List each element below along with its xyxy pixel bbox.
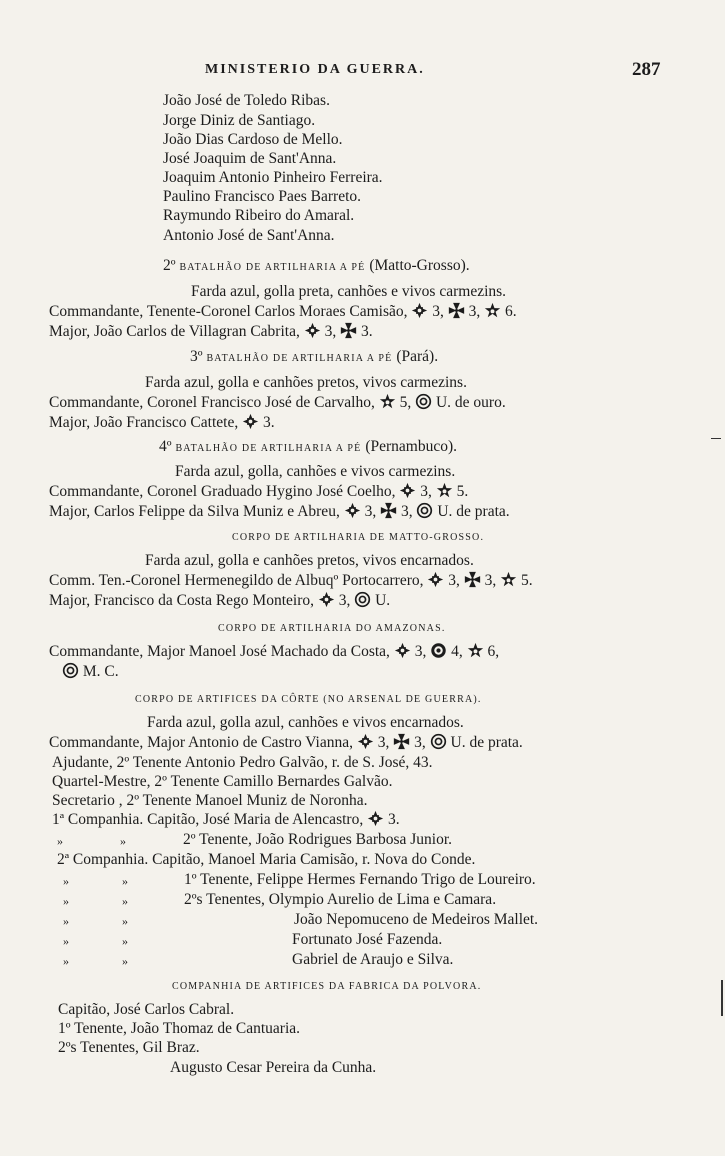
major-line: Major, Francisco da Costa Rego Monteiro, 3, U. bbox=[49, 592, 391, 609]
cross-icon bbox=[394, 642, 411, 659]
commander-line: Commandante, Tenente-Coronel Carlos Moraes Camisão, 3, 3, 6. bbox=[49, 303, 517, 320]
cross-icon bbox=[318, 591, 335, 608]
commander-line: Commandante, Major Manoel José Machado da Costa, 3, 4, 6, bbox=[49, 643, 500, 660]
ditto-mark: » bbox=[63, 874, 69, 888]
section-place: (Pará). bbox=[392, 348, 439, 365]
cross-icon bbox=[242, 413, 259, 430]
staff-line: 1º Tenente, Felippe Hermes Fernando Trigo de Loureiro. bbox=[184, 871, 536, 888]
star-icon bbox=[484, 302, 501, 319]
section-number: 4º bbox=[159, 438, 176, 455]
list-item: João Dias Cardoso de Mello. bbox=[163, 131, 343, 148]
ditto-mark: » bbox=[63, 954, 69, 968]
margin-mark bbox=[711, 438, 721, 439]
staff-line: 2º Tenente, João Rodrigues Barbosa Junior. bbox=[183, 831, 453, 848]
page-number: 287 bbox=[632, 59, 661, 80]
staff-line: Gabriel de Araujo e Silva. bbox=[292, 951, 454, 968]
cross-icon bbox=[344, 502, 361, 519]
staff-line: Fortunato José Fazenda. bbox=[292, 931, 443, 948]
ditto-mark: » bbox=[122, 894, 128, 908]
star-icon bbox=[379, 393, 396, 410]
medal-icon bbox=[62, 662, 79, 679]
maltese-cross-icon bbox=[380, 502, 397, 519]
section-number: 3º bbox=[190, 348, 207, 365]
section-title: BATALHÃO DE ARTILHARIA A PÉ bbox=[179, 262, 366, 273]
ditto-mark: » bbox=[122, 914, 128, 928]
list-item: Raymundo Ribeiro do Amaral. bbox=[163, 207, 355, 224]
uniform-description: Farda azul, golla preta, canhões e vivos carmezins. bbox=[191, 283, 507, 300]
maltese-cross-icon bbox=[393, 733, 410, 750]
section-title: CORPO DE ARTIFICES DA CÔRTE bbox=[135, 694, 320, 705]
medal-icon bbox=[354, 591, 371, 608]
star-icon bbox=[467, 642, 484, 659]
staff-line: 1ª Companhia. Capitão, José Maria de Alencastro, 3. bbox=[52, 811, 400, 828]
ditto-mark: » bbox=[63, 914, 69, 928]
margin-mark bbox=[721, 980, 723, 1016]
cross-icon bbox=[411, 302, 428, 319]
page-header-title: MINISTERIO DA GUERRA. bbox=[205, 62, 425, 77]
section-heading-3-batalhao bbox=[190, 347, 438, 369]
section-number: 2º bbox=[163, 257, 180, 274]
ditto-mark: » bbox=[63, 934, 69, 948]
section-title: BATALHÃO DE ARTILHARIA A PÉ bbox=[175, 443, 362, 454]
medal-icon bbox=[430, 733, 447, 750]
cross-icon bbox=[367, 810, 384, 827]
list-item: Joaquim Antonio Pinheiro Ferreira. bbox=[163, 169, 383, 186]
rose-icon bbox=[430, 642, 447, 659]
staff-line: Ajudante, 2º Tenente Antonio Pedro Galvão, r. de S. José, 43. bbox=[52, 754, 433, 771]
staff-line: Capitão, José Carlos Cabral. bbox=[58, 1001, 235, 1018]
section-place: (Matto-Grosso). bbox=[365, 257, 470, 274]
list-item: Paulino Francisco Paes Barreto. bbox=[163, 188, 362, 205]
section-title: BATALHÃO DE ARTILHARIA A PÉ bbox=[206, 353, 393, 364]
staff-line: João Nepomuceno de Medeiros Mallet. bbox=[294, 911, 539, 928]
section-subtitle: (NO ARSENAL DE GUERRA). bbox=[319, 694, 482, 705]
commander-line: Commandante, Coronel Francisco José de Carvalho, 5, U. de ouro. bbox=[49, 394, 506, 411]
staff-line: Augusto Cesar Pereira da Cunha. bbox=[170, 1059, 377, 1076]
medal-icon bbox=[416, 502, 433, 519]
section-heading-polvora: COMPANHIA DE ARTIFICES DA FABRICA DA POLVORA. bbox=[172, 981, 482, 992]
ditto-mark: » bbox=[122, 934, 128, 948]
ditto-mark: » bbox=[122, 874, 128, 888]
maltese-cross-icon bbox=[448, 302, 465, 319]
section-heading-4-batalhao bbox=[159, 437, 457, 459]
uniform-description: Farda azul, golla e canhões pretos, vivos carmezins. bbox=[145, 374, 467, 391]
list-item: José Joaquim de Sant'Anna. bbox=[163, 150, 337, 167]
major-line: Major, João Carlos de Villagran Cabrita, 3, 3. bbox=[49, 323, 373, 340]
commander-line-continued: M. C. bbox=[62, 662, 119, 682]
cross-icon bbox=[427, 571, 444, 588]
cross-icon bbox=[399, 482, 416, 499]
staff-line: 2ºs Tenentes, Gil Braz. bbox=[58, 1039, 200, 1056]
staff-line: 1º Tenente, João Thomaz de Cantuaria. bbox=[58, 1020, 301, 1037]
section-heading-amazonas: CORPO DE ARTILHARIA DO AMAZONAS. bbox=[218, 623, 446, 634]
commander-line: Commandante, Major Antonio de Castro Vianna, 3, 3, U. de prata. bbox=[49, 734, 523, 751]
staff-line: Quartel-Mestre, 2º Tenente Camillo Bernardes Galvão. bbox=[52, 773, 393, 790]
major-line: Major, João Francisco Cattete, 3. bbox=[49, 414, 275, 431]
section-heading-2-batalhao bbox=[163, 256, 470, 278]
ditto-mark: » bbox=[57, 834, 63, 848]
ditto-mark: » bbox=[63, 894, 69, 908]
maltese-cross-icon bbox=[464, 571, 481, 588]
section-place: (Pernambuco). bbox=[361, 438, 458, 455]
commander-line: Commandante, Coronel Graduado Hygino José Coelho, 3, 5. bbox=[49, 483, 469, 500]
staff-line: 2ºs Tenentes, Olympio Aurelio de Lima e Camara. bbox=[184, 891, 497, 908]
list-item: Antonio José de Sant'Anna. bbox=[163, 227, 335, 244]
medal-icon bbox=[415, 393, 432, 410]
cross-icon bbox=[357, 733, 374, 750]
section-heading-matto-grosso: CORPO DE ARTILHARIA DE MATTO-GROSSO. bbox=[232, 532, 485, 543]
list-item: João José de Toledo Ribas. bbox=[163, 92, 330, 109]
maltese-cross-icon bbox=[340, 322, 357, 339]
major-line: Major, Carlos Felippe da Silva Muniz e Abreu, 3, 3, U. de prata. bbox=[49, 503, 510, 520]
staff-line: Secretario , 2º Tenente Manoel Muniz de Noronha. bbox=[52, 792, 368, 809]
uniform-description: Farda azul, golla e canhões pretos, vivos encarnados. bbox=[145, 552, 474, 569]
uniform-description: Farda azul, golla, canhões e vivos carmezins. bbox=[175, 463, 456, 480]
ditto-mark: » bbox=[120, 834, 126, 848]
uniform-description: Farda azul, golla azul, canhões e vivos encarnados. bbox=[147, 714, 464, 731]
star-icon bbox=[436, 482, 453, 499]
ditto-mark: » bbox=[122, 954, 128, 968]
list-item: Jorge Diniz de Santiago. bbox=[163, 112, 316, 129]
commander-line: Comm. Ten.-Coronel Hermenegildo de Albuqº Portocarrero, 3, 3, 5. bbox=[49, 572, 533, 589]
cross-icon bbox=[304, 322, 321, 339]
staff-line: 2ª Companhia. Capitão, Manoel Maria Camisão, r. Nova do Conde. bbox=[57, 851, 476, 868]
star-icon bbox=[500, 571, 517, 588]
section-heading-artifices-corte bbox=[135, 688, 482, 710]
